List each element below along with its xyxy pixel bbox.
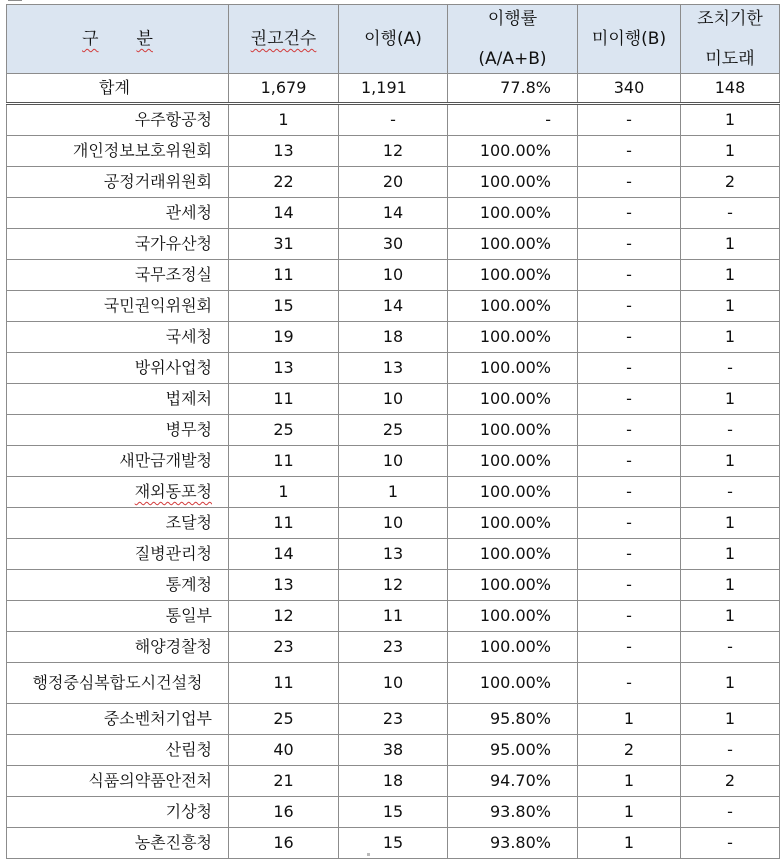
rate-cell[interactable]: 100.00% xyxy=(448,446,578,477)
implemented-cell[interactable]: 1 xyxy=(339,477,448,508)
implemented-cell[interactable]: 13 xyxy=(339,539,448,570)
header-row xyxy=(7,5,780,74)
deadline-pending-cell[interactable]: 1 xyxy=(681,291,780,322)
not-implemented-cell[interactable]: - xyxy=(578,229,681,260)
table-row xyxy=(7,704,780,735)
deadline-pending-cell[interactable]: - xyxy=(681,797,780,828)
implemented-cell[interactable]: 11 xyxy=(339,601,448,632)
implemented-cell[interactable]: 10 xyxy=(339,508,448,539)
total-pending[interactable]: 148 xyxy=(681,74,780,104)
implemented-cell[interactable]: 12 xyxy=(339,570,448,601)
implemented-cell[interactable]: 13 xyxy=(339,353,448,384)
rate-cell[interactable]: - xyxy=(448,104,578,136)
rate-cell[interactable]: 100.00% xyxy=(448,167,578,198)
deadline-pending-cell[interactable]: - xyxy=(681,353,780,384)
not-implemented-cell[interactable]: - xyxy=(578,291,681,322)
implemented-cell[interactable]: 20 xyxy=(339,167,448,198)
not-implemented-cell[interactable]: - xyxy=(578,384,681,415)
rate-cell[interactable]: 100.00% xyxy=(448,353,578,384)
recommend-count-cell[interactable]: 12 xyxy=(229,601,339,632)
table-row xyxy=(7,198,780,229)
implemented-cell[interactable]: 10 xyxy=(339,260,448,291)
table-row xyxy=(7,632,780,663)
not-implemented-cell[interactable]: - xyxy=(578,415,681,446)
deadline-pending-cell[interactable]: 1 xyxy=(681,663,780,704)
table-row xyxy=(7,229,780,260)
header-category[interactable] xyxy=(7,5,229,74)
recommend-count-cell[interactable]: 25 xyxy=(229,415,339,446)
rate-cell[interactable]: 95.00% xyxy=(448,735,578,766)
deadline-pending-cell[interactable]: 2 xyxy=(681,766,780,797)
implemented-cell[interactable]: 15 xyxy=(339,828,448,859)
implemented-cell[interactable]: 25 xyxy=(339,415,448,446)
deadline-pending-cell[interactable]: 1 xyxy=(681,229,780,260)
agency-name-cell[interactable]: 병무청 xyxy=(7,415,229,446)
recommend-count-cell[interactable]: 31 xyxy=(229,229,339,260)
header-category-part2: 분 xyxy=(136,29,153,49)
recommend-count-cell[interactable]: 16 xyxy=(229,797,339,828)
spreadsheet-table-container xyxy=(6,4,779,859)
deadline-pending-cell[interactable]: 2 xyxy=(681,167,780,198)
header-recommend-count-label: 권고건수 xyxy=(250,29,317,49)
deadline-pending-cell[interactable]: 1 xyxy=(681,322,780,353)
agency-name-cell[interactable]: 통일부 xyxy=(7,601,229,632)
table-row xyxy=(7,508,780,539)
rate-cell[interactable]: 100.00% xyxy=(448,136,578,167)
rate-cell[interactable]: 100.00% xyxy=(448,508,578,539)
recommend-count-cell[interactable]: 21 xyxy=(229,766,339,797)
recommend-count-cell[interactable]: 11 xyxy=(229,663,339,704)
deadline-pending-cell[interactable]: 1 xyxy=(681,104,780,136)
implemented-cell[interactable]: 38 xyxy=(339,735,448,766)
not-implemented-cell[interactable]: - xyxy=(578,632,681,663)
agency-name-cell[interactable]: 우주항공청 xyxy=(7,104,229,136)
rate-cell[interactable]: 100.00% xyxy=(448,322,578,353)
implemented-cell[interactable]: 14 xyxy=(339,291,448,322)
not-implemented-cell[interactable]: - xyxy=(578,477,681,508)
recommend-count-cell[interactable]: 11 xyxy=(229,446,339,477)
agency-name-cell[interactable]: 관세청 xyxy=(7,198,229,229)
agency-name-cell[interactable]: 국무조정실 xyxy=(7,260,229,291)
header-rate-line1: 이행률 xyxy=(487,9,538,29)
not-implemented-cell[interactable]: 1 xyxy=(578,828,681,859)
deadline-pending-cell[interactable]: - xyxy=(681,735,780,766)
header-rate-line2: (A/A+B) xyxy=(478,49,547,69)
header-deadline-line1: 조치기한 xyxy=(697,9,763,29)
header-implemented-label: 이행(A) xyxy=(364,29,422,49)
agency-name-cell[interactable]: 국가유산청 xyxy=(7,229,229,260)
header-deadline-pending[interactable] xyxy=(681,5,780,74)
header-not-implemented[interactable] xyxy=(578,5,681,74)
agency-name-cell[interactable]: 조달청 xyxy=(7,508,229,539)
not-implemented-cell[interactable]: - xyxy=(578,198,681,229)
recommend-count-cell[interactable]: 14 xyxy=(229,539,339,570)
not-implemented-cell[interactable]: - xyxy=(578,539,681,570)
rate-cell[interactable]: 100.00% xyxy=(448,260,578,291)
deadline-pending-cell[interactable]: 1 xyxy=(681,704,780,735)
agency-name-text: 재외동포청 xyxy=(134,482,212,501)
implemented-cell[interactable]: 10 xyxy=(339,384,448,415)
implemented-cell[interactable]: 10 xyxy=(339,446,448,477)
rate-cell[interactable]: 100.00% xyxy=(448,229,578,260)
deadline-pending-cell[interactable]: - xyxy=(681,198,780,229)
implemented-cell[interactable]: - xyxy=(339,104,448,136)
not-implemented-cell[interactable]: - xyxy=(578,260,681,291)
header-category-part1: 구 xyxy=(82,29,99,49)
deadline-pending-cell[interactable]: 1 xyxy=(681,136,780,167)
recommend-count-cell[interactable]: 16 xyxy=(229,828,339,859)
not-implemented-cell[interactable]: - xyxy=(578,570,681,601)
rate-cell[interactable]: 100.00% xyxy=(448,198,578,229)
recommend-count-cell[interactable]: 14 xyxy=(229,198,339,229)
table-row xyxy=(7,570,780,601)
recommend-count-cell[interactable]: 13 xyxy=(229,570,339,601)
rate-cell[interactable]: 95.80% xyxy=(448,704,578,735)
header-implemented[interactable] xyxy=(339,5,448,74)
table-row xyxy=(7,260,780,291)
agency-name-cell[interactable]: 행정중심복합도시건설청 xyxy=(7,663,229,704)
agency-name-cell[interactable]: 통계청 xyxy=(7,570,229,601)
recommend-count-cell[interactable]: 1 xyxy=(229,104,339,136)
rate-cell[interactable]: 100.00% xyxy=(448,477,578,508)
recommend-count-cell[interactable]: 22 xyxy=(229,167,339,198)
table-row xyxy=(7,797,780,828)
not-implemented-cell[interactable]: - xyxy=(578,601,681,632)
not-implemented-cell[interactable]: - xyxy=(578,663,681,704)
implemented-cell[interactable]: 15 xyxy=(339,797,448,828)
rate-cell[interactable]: 100.00% xyxy=(448,539,578,570)
not-implemented-cell[interactable]: - xyxy=(578,136,681,167)
recommend-count-cell[interactable]: 15 xyxy=(229,291,339,322)
rate-cell[interactable]: 94.70% xyxy=(448,766,578,797)
not-implemented-cell[interactable]: 1 xyxy=(578,797,681,828)
agency-name-cell[interactable]: 법제처 xyxy=(7,384,229,415)
total-done[interactable]: 1,191 xyxy=(339,74,448,104)
deadline-pending-cell[interactable]: 1 xyxy=(681,384,780,415)
not-implemented-cell[interactable]: 1 xyxy=(578,704,681,735)
recommendation-table xyxy=(6,4,780,859)
recommend-count-cell[interactable]: 11 xyxy=(229,260,339,291)
agency-name-cell[interactable]: 국세청 xyxy=(7,322,229,353)
recommend-count-cell[interactable]: 23 xyxy=(229,632,339,663)
not-implemented-cell[interactable]: - xyxy=(578,508,681,539)
implemented-cell[interactable]: 18 xyxy=(339,766,448,797)
rate-cell[interactable]: 100.00% xyxy=(448,663,578,704)
table-row xyxy=(7,735,780,766)
not-implemented-cell[interactable]: 1 xyxy=(578,766,681,797)
agency-name-cell[interactable]: 개인정보보호위원회 xyxy=(7,136,229,167)
implemented-cell[interactable]: 10 xyxy=(339,663,448,704)
implemented-cell[interactable]: 23 xyxy=(339,704,448,735)
rate-cell[interactable]: 93.80% xyxy=(448,828,578,859)
deadline-pending-cell[interactable]: 1 xyxy=(681,601,780,632)
rate-cell[interactable]: 100.00% xyxy=(448,601,578,632)
implemented-cell[interactable]: 14 xyxy=(339,198,448,229)
not-implemented-cell[interactable]: - xyxy=(578,167,681,198)
total-count[interactable]: 1,679 xyxy=(229,74,339,104)
table-row xyxy=(7,415,780,446)
implemented-cell[interactable]: 12 xyxy=(339,136,448,167)
table-row xyxy=(7,446,780,477)
not-implemented-cell[interactable]: - xyxy=(578,353,681,384)
table-row xyxy=(7,322,780,353)
agency-name-cell[interactable]: 방위사업청 xyxy=(7,353,229,384)
table-row xyxy=(7,384,780,415)
header-rate[interactable] xyxy=(448,5,578,74)
deadline-pending-cell[interactable]: 1 xyxy=(681,446,780,477)
table-row xyxy=(7,104,780,136)
agency-name-cell[interactable]: 해양경찰청 xyxy=(7,632,229,663)
scroll-dot-mark xyxy=(367,853,370,856)
rate-cell[interactable]: 100.00% xyxy=(448,570,578,601)
deadline-pending-cell[interactable]: - xyxy=(681,828,780,859)
recommend-count-cell[interactable]: 13 xyxy=(229,136,339,167)
recommend-count-cell[interactable]: 25 xyxy=(229,704,339,735)
implemented-cell[interactable]: 18 xyxy=(339,322,448,353)
table-row xyxy=(7,477,780,508)
total-row xyxy=(7,74,780,104)
agency-name-cell[interactable] xyxy=(7,477,229,508)
rate-cell[interactable]: 100.00% xyxy=(448,632,578,663)
table-row xyxy=(7,601,780,632)
header-deadline-line2: 미도래 xyxy=(705,49,755,69)
deadline-pending-cell[interactable]: - xyxy=(681,477,780,508)
rate-cell[interactable]: 93.80% xyxy=(448,797,578,828)
total-rate[interactable]: 77.8% xyxy=(448,74,578,104)
deadline-pending-cell[interactable]: 1 xyxy=(681,508,780,539)
agency-name-cell[interactable]: 식품의약품안전처 xyxy=(7,766,229,797)
agency-name-cell[interactable]: 국민권익위원회 xyxy=(7,291,229,322)
implemented-cell[interactable]: 23 xyxy=(339,632,448,663)
agency-name-cell[interactable]: 산림청 xyxy=(7,735,229,766)
recommend-count-cell[interactable]: 11 xyxy=(229,508,339,539)
not-implemented-cell[interactable]: - xyxy=(578,322,681,353)
table-row xyxy=(7,353,780,384)
deadline-pending-cell[interactable]: 1 xyxy=(681,570,780,601)
recommend-count-cell[interactable]: 13 xyxy=(229,353,339,384)
rate-cell[interactable]: 100.00% xyxy=(448,291,578,322)
agency-name-cell[interactable]: 공정거래위원회 xyxy=(7,167,229,198)
agency-name-cell[interactable]: 중소벤처기업부 xyxy=(7,704,229,735)
table-row xyxy=(7,291,780,322)
table-row xyxy=(7,766,780,797)
agency-name-cell[interactable]: 농촌진흥청 xyxy=(7,828,229,859)
deadline-pending-cell[interactable]: - xyxy=(681,632,780,663)
header-recommend-count[interactable] xyxy=(229,5,339,74)
total-notdone[interactable]: 340 xyxy=(578,74,681,104)
header-not-implemented-label: 미이행(B) xyxy=(591,29,667,49)
recommend-count-cell[interactable]: 11 xyxy=(229,384,339,415)
table-row xyxy=(7,828,780,859)
deadline-pending-cell[interactable]: 1 xyxy=(681,539,780,570)
table-row xyxy=(7,663,780,704)
agency-name-cell[interactable]: 질병관리청 xyxy=(7,539,229,570)
recommend-count-cell[interactable]: 40 xyxy=(229,735,339,766)
recommend-count-cell[interactable]: 1 xyxy=(229,477,339,508)
deadline-pending-cell[interactable]: - xyxy=(681,415,780,446)
agency-name-cell[interactable]: 새만금개발청 xyxy=(7,446,229,477)
implemented-cell[interactable]: 30 xyxy=(339,229,448,260)
not-implemented-cell[interactable]: - xyxy=(578,446,681,477)
total-label[interactable]: 합계 xyxy=(7,74,229,104)
agency-name-cell[interactable]: 기상청 xyxy=(7,797,229,828)
not-implemented-cell[interactable]: - xyxy=(578,104,681,136)
not-implemented-cell[interactable]: 2 xyxy=(578,735,681,766)
deadline-pending-cell[interactable]: 1 xyxy=(681,260,780,291)
table-row xyxy=(7,539,780,570)
table-row xyxy=(7,136,780,167)
rate-cell[interactable]: 100.00% xyxy=(448,384,578,415)
recommend-count-cell[interactable]: 19 xyxy=(229,322,339,353)
table-row xyxy=(7,167,780,198)
rate-cell[interactable]: 100.00% xyxy=(448,415,578,446)
